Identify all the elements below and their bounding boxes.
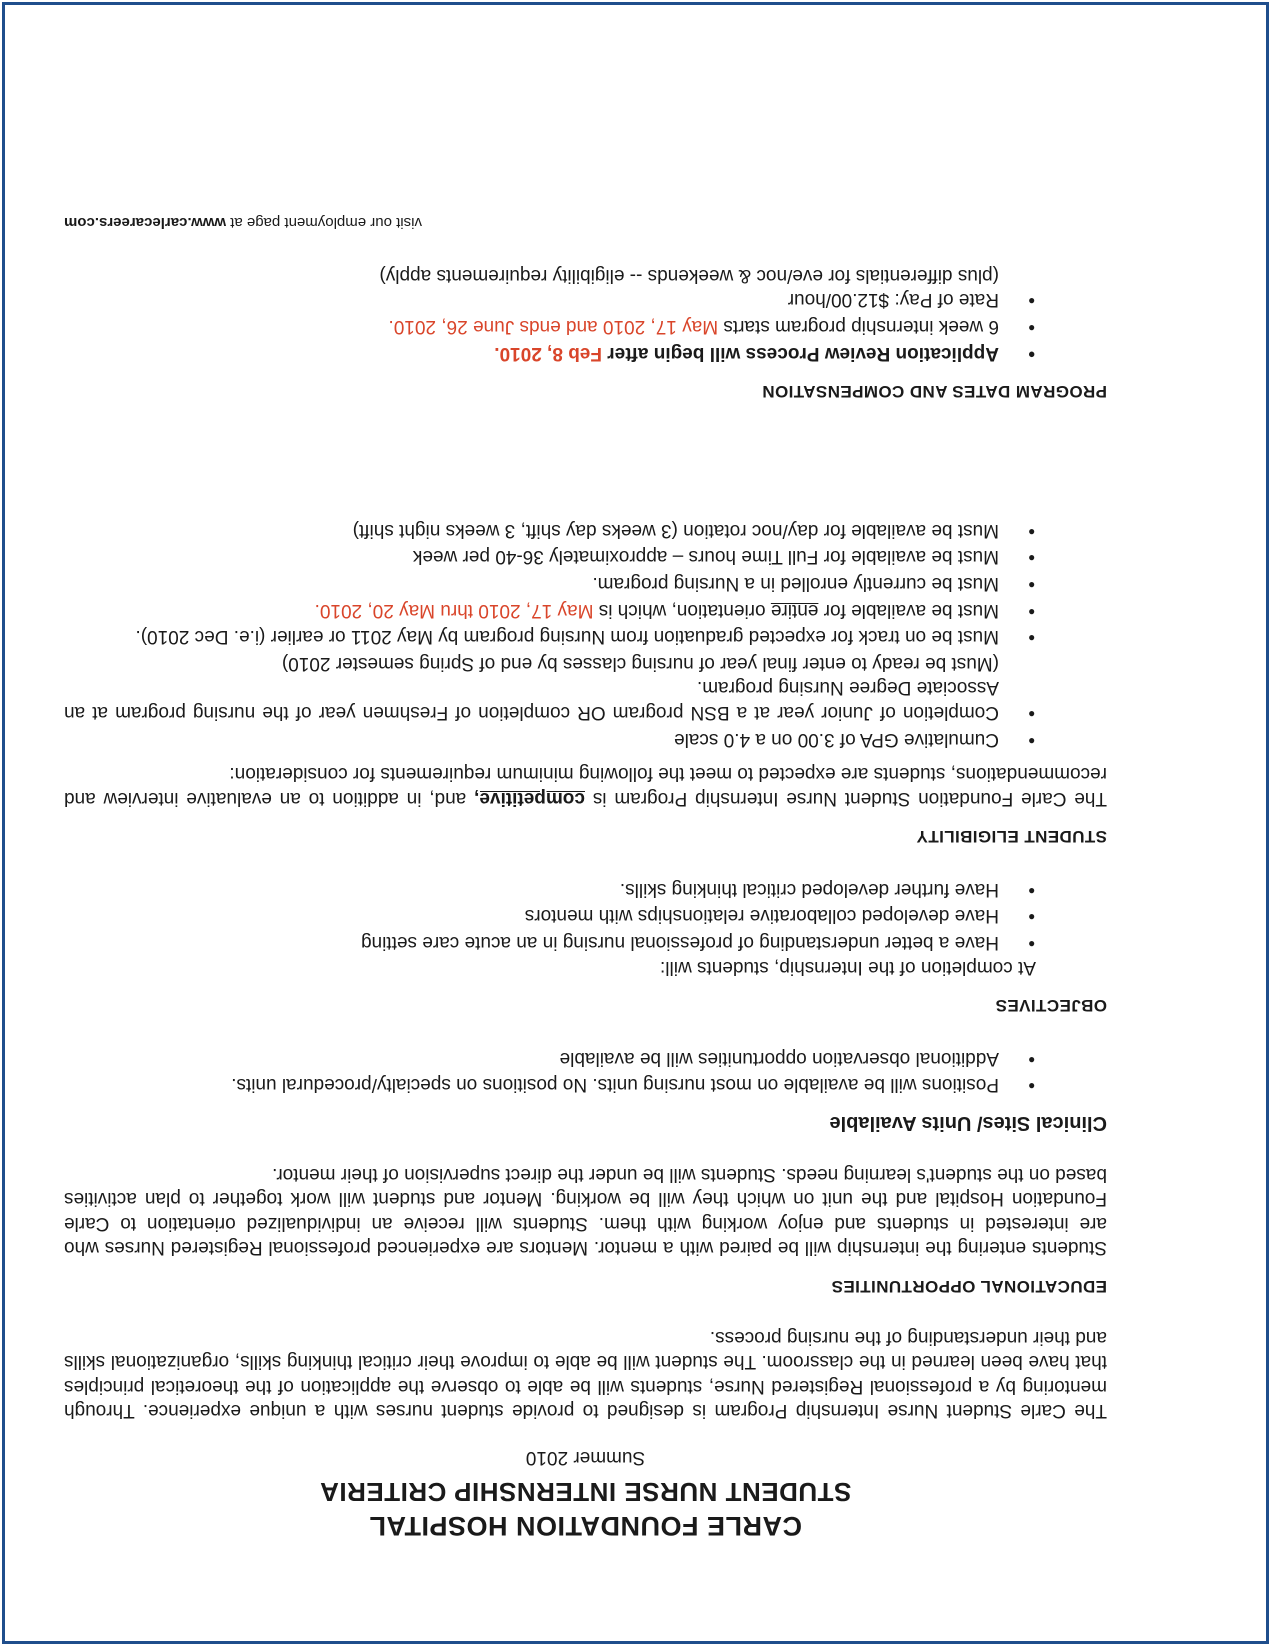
eligibility-list [64, 517, 1107, 750]
document-body [64, 210, 1107, 1543]
page-frame [2, 2, 1269, 1644]
list-item: • Must be available for day/noc rotation (3 weeks day shift, 3 weeks night shift) [352, 519, 1035, 541]
list-item: • 6 week internship program starts May 17, 2010 and ends June 26, 2010. [388, 316, 1035, 337]
list-item: • Must be on track for expected graduation from Nursing program by May 2011 or earlier (i.e. Dec 2010). [135, 626, 1035, 648]
list-item: • Cumulative GPA of 3.00 on a 4.0 scale [674, 728, 1035, 750]
list-item: • Have further developed critical thinking skills. [619, 878, 1035, 900]
objectives-list [64, 876, 1107, 954]
page-title: CARLE FOUNDATION HOSPITAL [369, 1511, 802, 1541]
page-date: Summer 2010 [525, 1447, 646, 1468]
list-item: • Must be available for entire orientation, which is May 17, 2010 thru May 20, 2010. [314, 599, 1035, 621]
orientation-dates: May 17, 2010 thru May 20, 2010. [314, 599, 594, 621]
list-item: • Must be currently enrolled in a Nursing program. [592, 572, 1035, 594]
objectives-lead: At completion of the Internship, students will: [660, 956, 1036, 978]
document-upside-down [5, 5, 1272, 1647]
eligibility-intro: The Carle Foundation Student Nurse Internship Program is competitive, and, in addition to an evaluative interview and recommendations, students are expected to meet the following minimum requirements for consideration: [64, 763, 1107, 809]
page-subtitle-criteria: STUDENT NURSE INTERNSHIP CRITERIA [319, 1477, 852, 1507]
review-date: Feb 8, 2010. [494, 342, 602, 364]
list-item: • Have developed collaborative relationships with mentors [524, 905, 1035, 927]
list-item: • Application Review Process will begin after Feb 8, 2010. [494, 342, 1035, 364]
list-item: • Must be available for Full Time hours – approximately 36-40 per week [412, 546, 1035, 568]
program-heading: PROGRAM DATES AND COMPENSATION [761, 382, 1107, 402]
competitive-emphasis: competitive, [474, 787, 585, 809]
educational-paragraph: Students entering the internship will be paired with a mentor. Mentors are experienced professional Registered Nurses who are interested in students and enjoy working with them. Students will receive an individualized orientation to Carle Foundation Hospital and the unit on which they will be working. Mentor and student will work together to plan activities based on the student's learning needs. Students will be under the direct supervision of their mentor. [64, 1163, 1107, 1259]
list-item: • Completion of Junior year at a BSN program OR completion of Freshmen year of the nursing program at an Associate Degree Nursing program. (Must be ready to enter final year of nursing classes by end of Spring semester 2010) [64, 652, 1035, 723]
intro-paragraph: The Carle Student Nurse Internship Program is designed to provide student nurses with a unique experience. Through mentoring by a professional Registered Nurse, students will be able to observe the application of the theoretical principles that have been learned in the classroom. The student will be able to improve their critical thinking skills, organizational skills and their understanding of the nursing process. [64, 1326, 1107, 1422]
program-dates: May 17, 2010 and ends June 26, 2010. [388, 316, 719, 337]
list-item: • Positions will be available on most nursing units. No positions on specialty/procedural units. [231, 1074, 1035, 1096]
list-item: • Additional observation opportunities will be available [559, 1047, 1035, 1069]
clinical-list [64, 1045, 1107, 1096]
footer-note: visit our employment page at www.carlecareers.com [64, 214, 422, 232]
objectives-heading: OBJECTIVES [995, 996, 1107, 1016]
careers-link[interactable]: www.carlecareers.com [64, 214, 227, 232]
clinical-heading: Clinical Sites/ Units Available [829, 1112, 1107, 1135]
list-item: • Rate of Pay: $12.00/hour (plus differentials for eve/noc & weekends -- eligibility requirements apply) [379, 264, 1035, 311]
program-list [64, 262, 1107, 364]
list-item: • Have a better understanding of professional nursing in an acute care setting [361, 932, 1035, 954]
educational-heading: EDUCATIONAL OPPORTUNITIES [831, 1277, 1107, 1297]
eligibility-heading: STUDENT ELIGIBILITY [916, 827, 1107, 847]
